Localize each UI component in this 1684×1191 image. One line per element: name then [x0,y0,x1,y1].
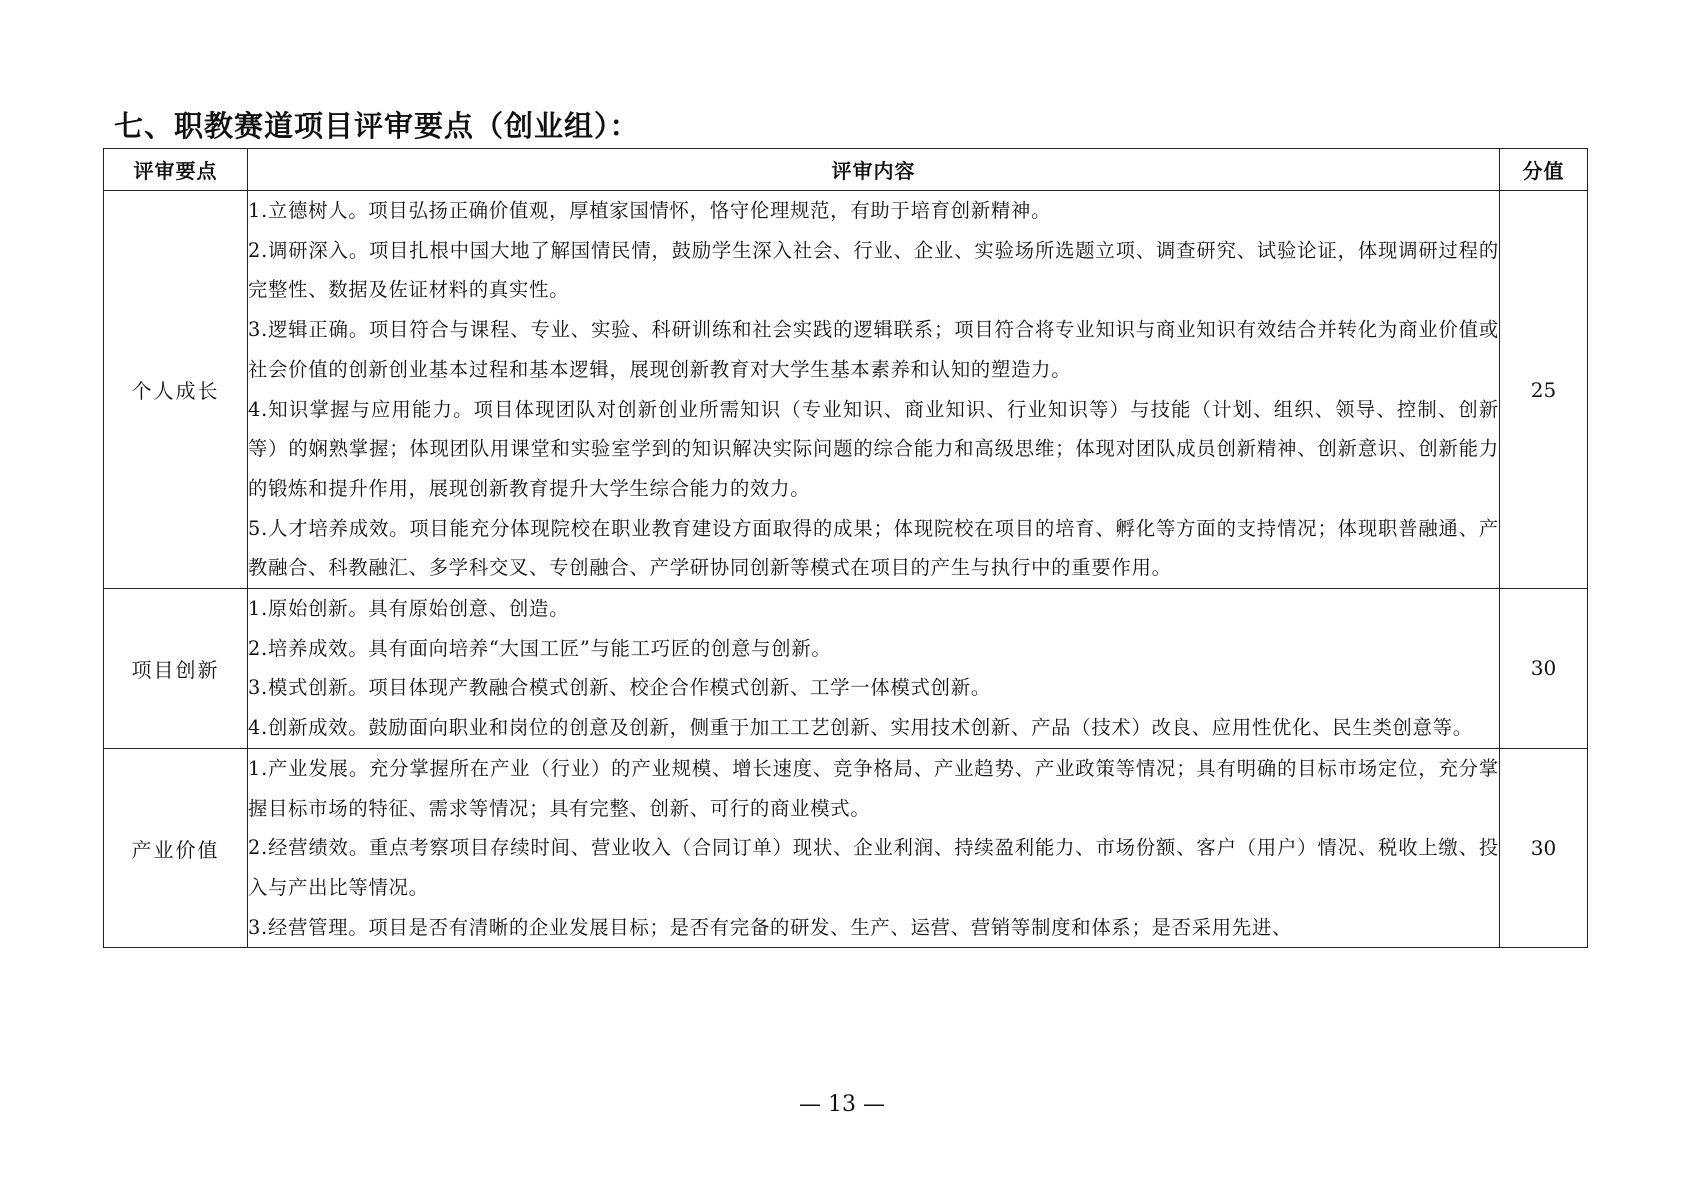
content-item: 1.立德树人。项目弘扬正确价值观，厚植家国情怀，恪守伦理规范，有助于培育创新精神。 [248,199,1052,222]
criterion-cell: 项目创新 [104,589,248,749]
content-item: 3.经营管理。项目是否有清晰的企业发展目标；是否有完备的研发、生产、运营、营销等制度和体系；是否采用先进、 [248,915,1293,939]
review-criteria-table [103,148,1588,948]
content-item: 1.产业发展。充分掌握所在产业（行业）的产业规模、增长速度、竞争格局、产业趋势、产业政策等情况；具有明确的目标市场定位，充分掌握目标市场的特征、需求等情况；具有完整、创新、可行的商业模式。 [248,756,1499,820]
content-cell [248,748,1500,948]
table-row [104,589,1588,749]
content-cell [248,589,1500,749]
criterion-cell: 产业价值 [104,748,248,948]
page-number: — 13 — [799,1092,885,1117]
content-item: 2.调研深入。项目扎根中国大地了解国情民情，鼓励学生深入社会、行业、企业、实验场所选题立项、调查研究、试验论证，体现调研过程的完整性、数据及佐证材料的真实性。 [248,238,1499,302]
score-cell: 30 [1500,748,1588,948]
content-item: 5.人才培养成效。项目能充分体现院校在职业教育建设方面取得的成果；体现院校在项目的培育、孵化等方面的支持情况；体现职普融通、产教融合、科教融汇、多学科交叉、专创融合、产学研协同创新等模式在项目的产生与执行中的重要作用。 [248,516,1499,580]
content-item: 2.培养成效。具有面向培养“大国工匠”与能工巧匠的创意与创新。 [248,636,832,660]
content-item: 4.创新成效。鼓励面向职业和岗位的创意及创新，侧重于加工工艺创新、实用技术创新、产品（技术）改良、应用性优化、民生类创意等。 [248,716,1473,740]
content-item: 4.知识掌握与应用能力。项目体现团队对创新创业所需知识（专业知识、商业知识、行业知识等）与技能（计划、组织、领导、控制、创新等）的娴熟掌握；体现团队用课堂和实验室学到的知识解决实际问题的综合能力和高级思维；体现对团队成员创新精神、创新意识、创新能力的锻炼和提升作用，展现创新教育提升大学生综合能力的效力。 [248,397,1499,500]
header-score: 分值 [1500,149,1588,191]
table-row [104,191,1588,589]
content-item: 3.模式创新。项目体现产教融合模式创新、校企合作模式创新、工学一体模式创新。 [248,676,991,700]
table-header-row [104,149,1588,191]
content-item: 3.逻辑正确。项目符合与课程、专业、实验、科研训练和社会实践的逻辑联系；项目符合将专业知识与商业知识有效结合并转化为商业价值或社会价值的创新创业基本过程和基本逻辑，展现创新教育对大学生基本素养和认知的塑造力。 [248,318,1499,381]
content-item: 1.原始创新。具有原始创意、创造。 [248,597,570,621]
content-item: 2.经营绩效。重点考察项目存续时间、营业收入（合同订单）现状、企业利润、持续盈利能力、市场份额、客户（用户）情况、税收上缴、投入与产出比等情况。 [248,836,1499,899]
score-cell: 25 [1500,191,1588,589]
score-cell: 30 [1500,589,1588,749]
table-row [104,748,1588,948]
page-title: 七、职教赛道项目评审要点（创业组）： [114,109,640,143]
header-content: 评审内容 [248,149,1500,191]
header-criterion: 评审要点 [104,149,248,191]
content-cell [248,191,1500,589]
criterion-cell: 个人成长 [104,191,248,589]
